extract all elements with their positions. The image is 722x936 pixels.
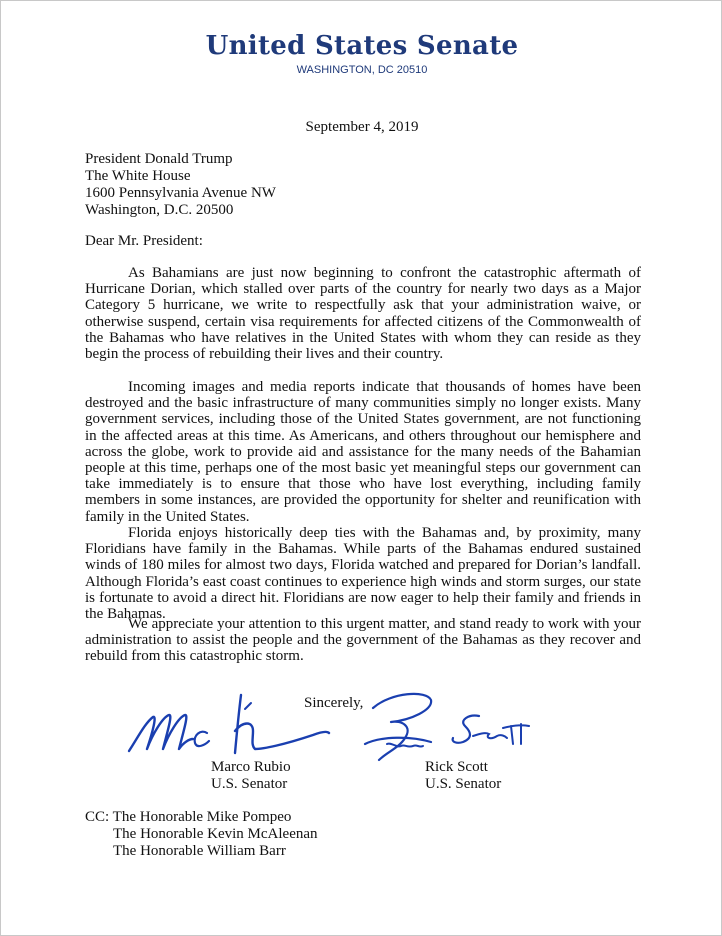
salutation: Dear Mr. President: [85, 233, 203, 249]
closing: Sincerely, [304, 695, 364, 711]
address-line: 1600 Pennsylvania Avenue NW [85, 185, 276, 201]
signatory-title: U.S. Senator [425, 776, 502, 792]
body-paragraph: Incoming images and media reports indicate that thousands of homes have been destroyed and the basic infrastructure of many communities simply no longer exists. Many government services, including those of the United States government, are not functioning in the affected areas at this time. As Americans, and others throughout our hemisphere and across the globe, work to provide aid and assistance for the many needs of the Bahamian people at this time, perhaps one of the most basic yet meaningful steps our government can take immediately is to ensure that those who have lost everything, including family members in some instances, are provided the opportunity for shelter and reunification with family in the United States. [85, 379, 641, 525]
address-line: The White House [85, 168, 191, 184]
cc-recipient: The Honorable William Barr [113, 843, 286, 859]
letterhead-title: United States Senate [205, 31, 519, 61]
signatory-name: Marco Rubio [211, 759, 291, 775]
recipient-address [85, 151, 276, 219]
signatory-name: Rick Scott [425, 759, 488, 775]
letter-date: September 4, 2019 [305, 119, 419, 135]
address-line: Washington, D.C. 20500 [85, 202, 234, 218]
body-paragraph: As Bahamians are just now beginning to confront the catastrophic aftermath of Hurricane Dorian, which stalled over parts of the country for nearly two days as a Major Category 5 hurricane, we write to respectfully ask that your administration waive, or otherwise suspend, certain visa requirements for affected citizens of the Commonwealth of the Bahamas who have relatives in the United States with whom they can reside as they begin the process of rebuilding their lives and their country. [85, 265, 641, 363]
cc-recipient: The Honorable Mike Pompeo [112, 809, 292, 825]
body-paragraph: We appreciate your attention to this urgent matter, and stand ready to work with your administration to assist the people and the government of the Bahamas as they recover and rebuild from this catastrophic storm. [85, 616, 641, 665]
scott-signature [361, 686, 533, 768]
signatory-title: U.S. Senator [211, 776, 288, 792]
address-line: President Donald Trump [85, 151, 233, 167]
cc-label: CC: [85, 809, 110, 825]
letterhead-subtitle: WASHINGTON, DC 20510 [296, 64, 428, 76]
signatory-scott [425, 759, 501, 793]
rubio-signature [123, 687, 333, 767]
cc-list [85, 809, 318, 860]
signatory-rubio [211, 759, 291, 793]
body-paragraph: Florida enjoys historically deep ties with the Bahamas and, by proximity, many Floridians have family in the Bahamas. While parts of the Bahamas endured sustained winds of 180 miles for almost two days, Florida watched and prepared for Dorian’s landfall. Although Florida’s east coast continues to experience high winds and storm surges, our state is fortunate to avoid a direct hit. Floridians are now eager to help their family and friends in the Bahamas. [85, 525, 641, 623]
cc-recipient: The Honorable Kevin McAleenan [113, 826, 318, 842]
